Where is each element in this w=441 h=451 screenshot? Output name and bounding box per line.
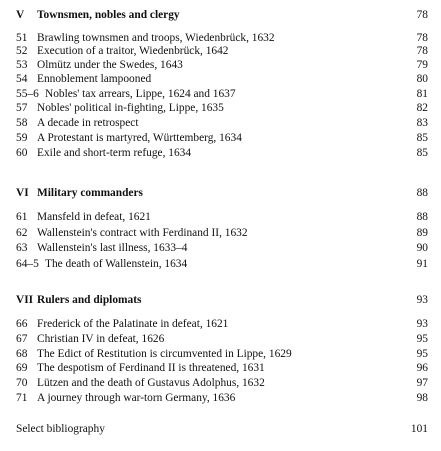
part-title: Townsmen, nobles and clergy [37, 9, 180, 21]
toc-entry [0, 390, 441, 406]
entry-number: 60 [16, 147, 28, 159]
page-number: 97 [416, 377, 428, 389]
page-number: 90 [416, 242, 428, 254]
entry-title: Execution of a traitor, Wiedenbrück, 1642 [37, 45, 229, 57]
entry-title: Lützen and the death of Gustavus Adolphus, 1632 [37, 377, 265, 389]
entry-number: 69 [16, 362, 28, 374]
entry-number: 71 [16, 392, 28, 404]
part-heading [0, 185, 441, 201]
page-number: 93 [416, 294, 428, 306]
entry-number: 68 [16, 348, 28, 360]
page-number: 79 [416, 59, 428, 71]
entry-number: 67 [16, 333, 28, 345]
bibliography-title: Select bibliography [16, 423, 105, 435]
entry-title: Nobles' tax arrears, Lippe, 1624 and 1637 [45, 88, 236, 100]
toc-entry [0, 375, 441, 391]
entry-title: A Protestant is martyred, Württemberg, 1634 [37, 132, 242, 144]
toc-entry [0, 225, 441, 241]
entry-title: Christian IV in defeat, 1626 [37, 333, 165, 345]
toc-entry [0, 71, 441, 87]
entry-number: 70 [16, 377, 28, 389]
toc-entry [0, 115, 441, 131]
part-title: Rulers and diplomats [37, 294, 142, 306]
page-number: 98 [416, 392, 428, 404]
entry-number: 53 [16, 59, 28, 71]
part-numeral: VI [16, 187, 29, 199]
toc-entry [0, 145, 441, 161]
page-number: 95 [416, 348, 428, 360]
entry-title: Olmütz under the Swedes, 1643 [37, 59, 183, 71]
entry-number: 54 [16, 73, 28, 85]
entry-number: 62 [16, 227, 28, 239]
entry-title: Wallenstein's last illness, 1633–4 [37, 242, 188, 254]
part-heading [0, 7, 441, 23]
toc-entry [0, 130, 441, 146]
entry-number: 57 [16, 102, 28, 114]
bibliography-entry [0, 421, 441, 437]
part-numeral: VII [16, 294, 34, 306]
entry-title: Wallenstein's contract with Ferdinand II, 1632 [37, 227, 248, 239]
page-number: 78 [416, 9, 428, 21]
entry-number: 52 [16, 45, 28, 57]
toc-entry [0, 331, 441, 347]
entry-number: 55–6 [16, 88, 39, 100]
page-number: 85 [416, 132, 428, 144]
page-number: 85 [416, 147, 428, 159]
entry-number: 59 [16, 132, 28, 144]
page-number: 101 [410, 423, 428, 435]
entry-title: Frederick of the Palatinate in defeat, 1621 [37, 318, 229, 330]
part-heading [0, 292, 441, 308]
toc-entry [0, 100, 441, 116]
page-number: 96 [416, 362, 428, 374]
page-number: 80 [416, 73, 428, 85]
entry-title: A decade in retrospect [37, 117, 139, 129]
page-number: 82 [416, 102, 428, 114]
part-numeral: V [16, 9, 25, 21]
toc-entry [0, 209, 441, 225]
part-title: Military commanders [37, 187, 143, 199]
page-number: 88 [416, 211, 428, 223]
page-number: 78 [416, 32, 428, 44]
entry-title: The Edict of Restitution is circumvented in Lippe, 1629 [37, 348, 292, 360]
entry-title: Brawling townsmen and troops, Wiedenbrück, 1632 [37, 32, 275, 44]
entry-title: Exile and short-term refuge, 1634 [37, 147, 192, 159]
page-number: 78 [416, 45, 428, 57]
page-number: 93 [416, 318, 428, 330]
entry-title: Ennoblement lampooned [37, 73, 152, 85]
entry-number: 66 [16, 318, 28, 330]
entry-title: The despotism of Ferdinand II is threatened, 1631 [37, 362, 265, 374]
entry-number: 58 [16, 117, 28, 129]
page-number: 83 [416, 117, 428, 129]
page-number: 88 [416, 187, 428, 199]
entry-number: 51 [16, 32, 28, 44]
page-number: 81 [416, 88, 428, 100]
entry-title: The death of Wallenstein, 1634 [45, 258, 188, 270]
entry-title: A journey through war-torn Germany, 1636 [37, 392, 236, 404]
entry-title: Nobles' political in-fighting, Lippe, 1635 [37, 102, 224, 114]
entry-number: 64–5 [16, 258, 39, 270]
toc-entry [0, 256, 441, 272]
entry-number: 63 [16, 242, 28, 254]
entry-title: Mansfeld in defeat, 1621 [37, 211, 151, 223]
entry-number: 61 [16, 211, 28, 223]
page-number: 91 [416, 258, 428, 270]
page-number: 95 [416, 333, 428, 345]
toc-entry [0, 316, 441, 332]
toc-entry [0, 240, 441, 256]
toc-entry [0, 360, 441, 376]
page-number: 89 [416, 227, 428, 239]
